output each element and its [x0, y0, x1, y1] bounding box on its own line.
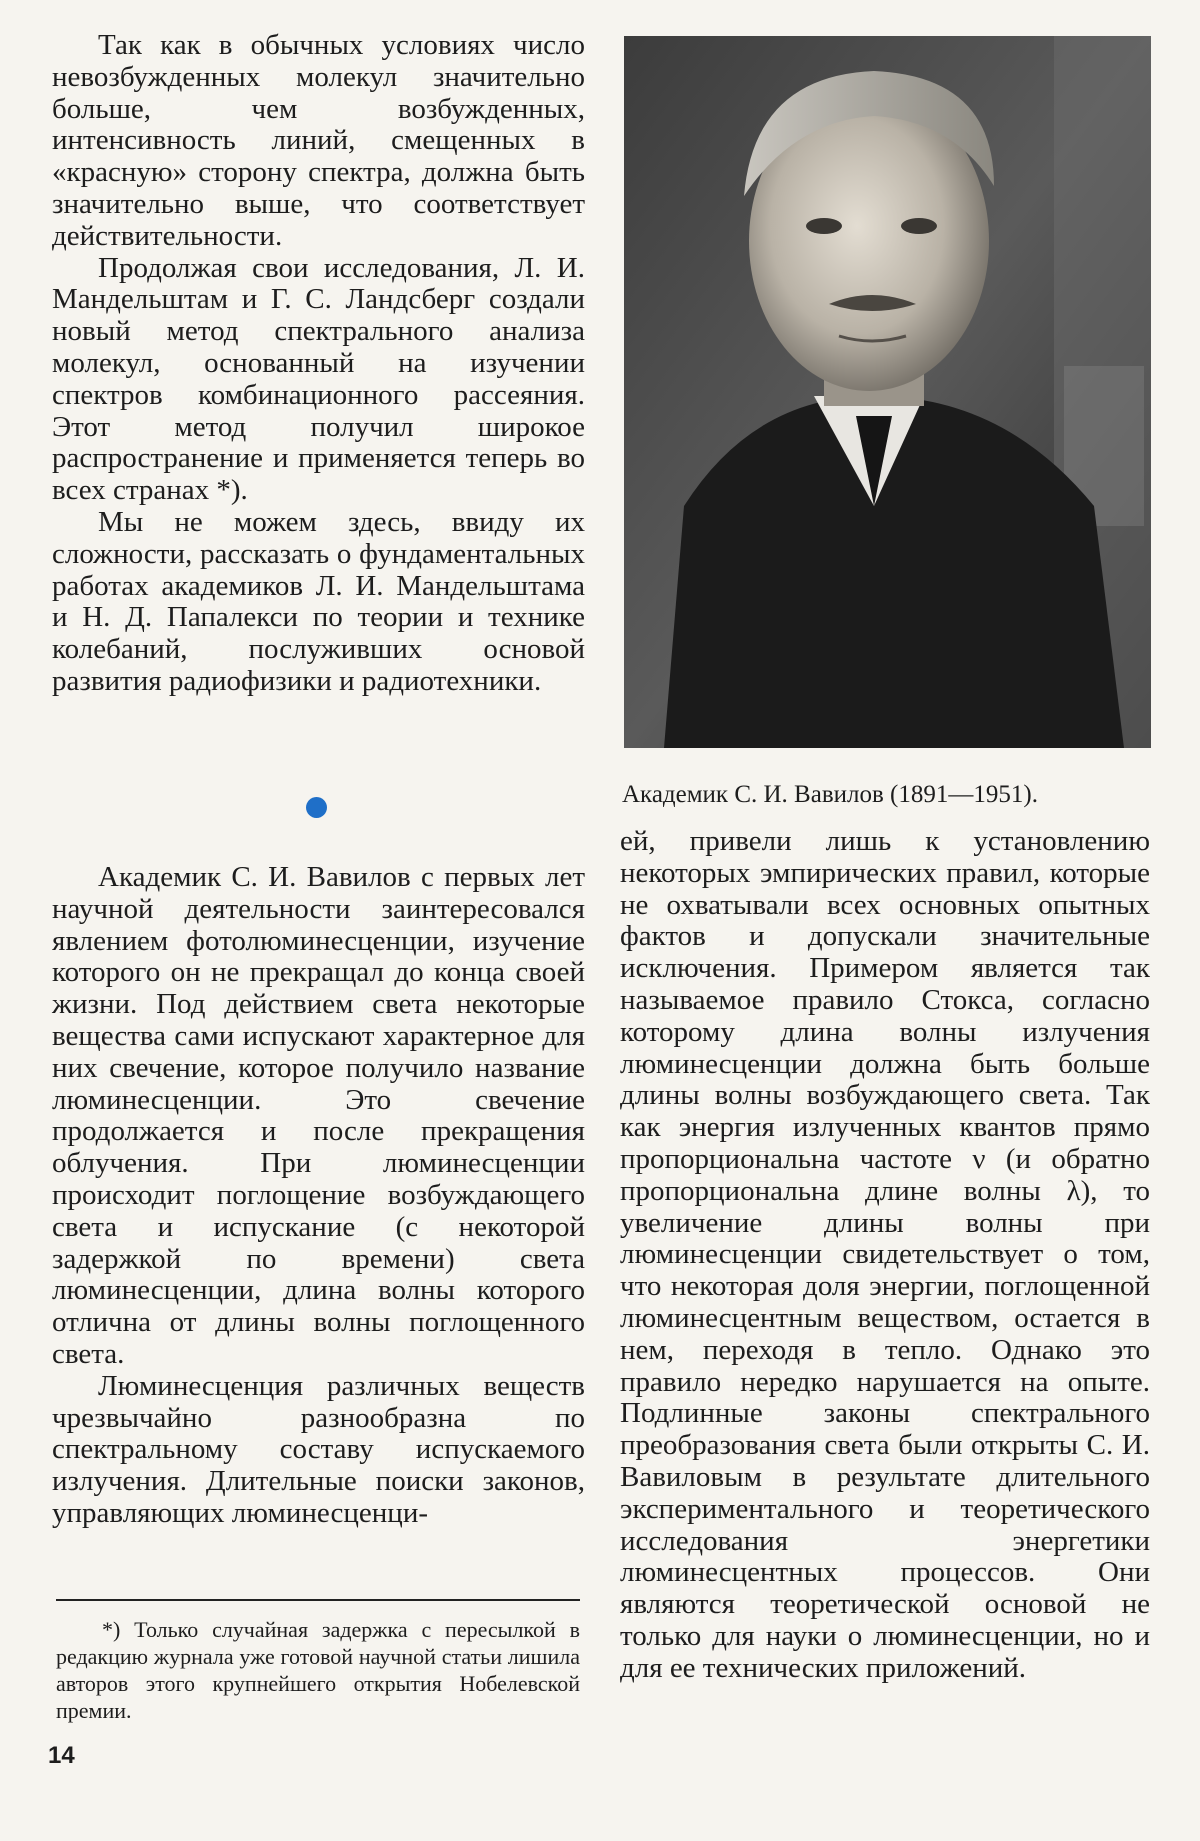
footnote-divider [56, 1599, 580, 1601]
left-column-bottom [52, 862, 585, 1530]
photo-caption: Академик С. И. Вавилов (1891—1951). [622, 781, 1038, 808]
paragraph-luminescence-variety: Люминесценция различных веществ чрезвычайно разнообразна по спектральному составу испускаемого излучения. Длительные поиски законов, управляющих люминесценци- [52, 1369, 585, 1529]
portrait-illustration [624, 36, 1151, 748]
page-number: 14 [48, 1742, 75, 1769]
footnote: *) Только случайная задержка с пересылкой в редакцию журнала уже готовой научной статьи лишила авторов этого крупнейшего открытия Нобелевской премии. [56, 1617, 580, 1723]
section-divider-dot [306, 797, 327, 818]
paragraph-vavilov-luminescence: Академик С. И. Вавилов с первых лет научной деятельности заинтересовался явлением фотолюминесценции, изучение которого он не прекращал до конца своей жизни. Под действием света некоторые вещества сами испускают характерное для них свечение, которое получило название люминесценции. Это свечение продолжается и после прекращения облучения. При люминесценции происходит поглощение возбуждающего света и испускание (с некоторой задержкой по времени) света люминесценции, длина волны которого отлична от длины волны поглощенного света. [52, 861, 585, 1370]
paragraph-raman-method: Продолжая свои исследования, Л. И. Мандельштам и Г. С. Ландсберг создали новый метод спектрального анализа молекул, основанный на изучении спектров комбинационного рассеяния. Этот метод получил широкое распространение и применяется теперь во всех странах *). [52, 251, 585, 507]
right-column-body [620, 826, 1150, 1685]
paragraph-intensity: Так как в обычных условиях число невозбужденных молекул значительно больше, чем возбужденных, интенсивность линий, смещенных в «красную» сторону спектра, должна быть значительно выше, что соответствует действительности. [52, 29, 585, 252]
left-column-top [52, 30, 585, 698]
paragraph-stokes-rule: ей, привели лишь к установлению некоторых эмпирических правил, которые не охватывали всех основных опытных фактов и допускали значительные исключения. Примером является так называемое правило Стокса, согласно которому длина волны излучения люминесценции должна быть больше длины волны возбуждающего света. Так как энергия излученных квантов прямо пропорциональна частоте ν (и обратно пропорциональна длине волны λ), то увеличение длины волны при люминесценции свидетельствует о том, что некоторая доля энергии, поглощенной люминесцентным веществом, остается в нем, переходя в тепло. Однако это правило нередко нарушается на опыте. Подлинные законы спектрального преобразования света были открыты С. И. Вавиловым в результате длительного экспериментального и теоретического исследования энергетики люминесцентных процессов. Они являются теоретической основой не только для науки о люминесценции, но и для ее технических приложений. [620, 825, 1150, 1684]
paragraph-oscillations: Мы не можем здесь, ввиду их сложности, рассказать о фундаментальных работах академиков Л. И. Мандельштама и Н. Д. Папалекси по теории и технике колебаний, послуживших основой развития радиофизики и радиотехники. [52, 505, 585, 697]
portrait-photo [624, 36, 1151, 748]
